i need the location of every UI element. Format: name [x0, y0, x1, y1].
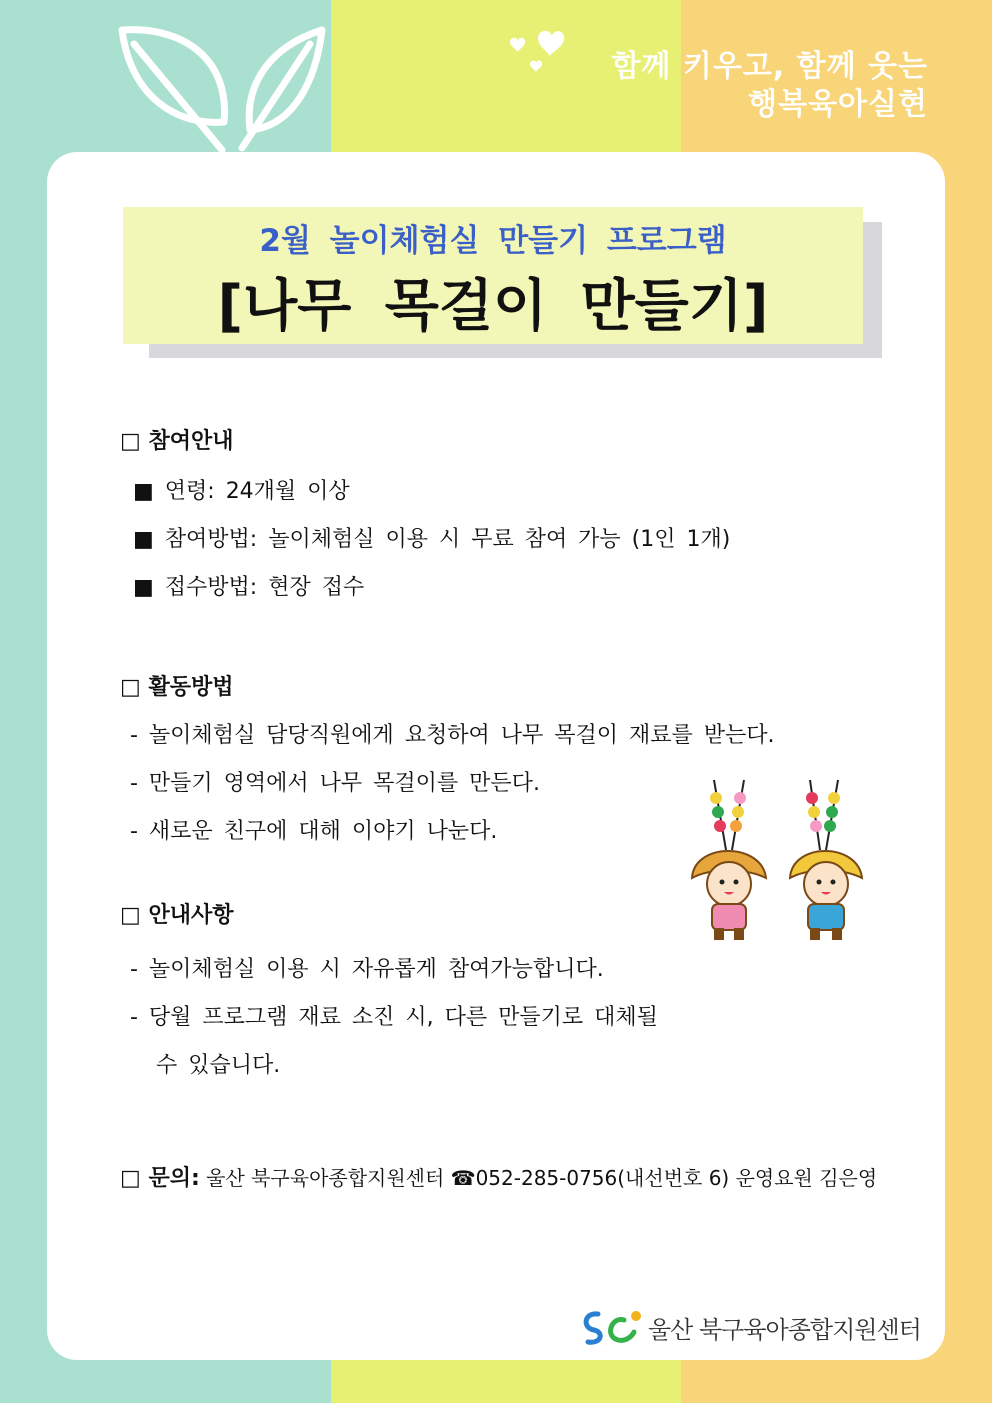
contact-label: □ 문의: — [120, 1166, 200, 1191]
section-heading-notice: □ 안내사항 — [120, 903, 234, 928]
section-heading-participation: □ 참여안내 — [120, 429, 234, 454]
participation-item-age: ■ 연령: 24개월 이상 — [133, 479, 350, 504]
slogan — [611, 48, 928, 124]
notice-item-2: - 당월 프로그램 재료 소진 시, 다른 만들기로 대체될 — [130, 1005, 658, 1030]
activity-item-1: - 놀이체험실 담당직원에게 요청하여 나무 목걸이 재료를 받는다. — [130, 723, 775, 748]
participation-item-registration: ■ 접수방법: 현장 접수 — [133, 575, 365, 600]
slogan-line-1: 함께 키우고, 함께 웃는 — [611, 49, 928, 84]
center-logo-text: 울산 북구육아종합지원센터 — [648, 1316, 921, 1344]
leaf-outline-icon — [112, 18, 332, 158]
page-title: [나무 목걸이 만들기] — [217, 274, 769, 339]
slogan-line-2: 행복육아실현 — [748, 87, 928, 122]
title-box — [123, 207, 863, 344]
contact-info — [120, 1161, 877, 1192]
wooden-necklace-illustration — [686, 778, 866, 944]
notice-item-1: - 놀이체험실 이용 시 자유롭게 참여가능합니다. — [130, 957, 604, 982]
activity-item-3: - 새로운 친구에 대해 이야기 나눈다. — [130, 819, 498, 844]
activity-item-2: - 만들기 영역에서 나무 목걸이를 만든다. — [130, 771, 540, 796]
center-logo-icon — [580, 1306, 644, 1348]
heart-icon — [508, 24, 570, 72]
notice-item-2-continued: 수 있습니다. — [156, 1053, 281, 1078]
section-heading-activity: □ 활동방법 — [120, 675, 234, 700]
title-subtitle: 2월 놀이체험실 만들기 프로그램 — [259, 223, 727, 259]
participation-item-method: ■ 참여방법: 놀이체험실 이용 시 무료 참여 가능 (1인 1개) — [133, 527, 731, 552]
contact-text: 울산 북구육아종합지원센터 ☎052-285-0756(내선번호 6) 운영요원 김은영 — [206, 1166, 878, 1190]
